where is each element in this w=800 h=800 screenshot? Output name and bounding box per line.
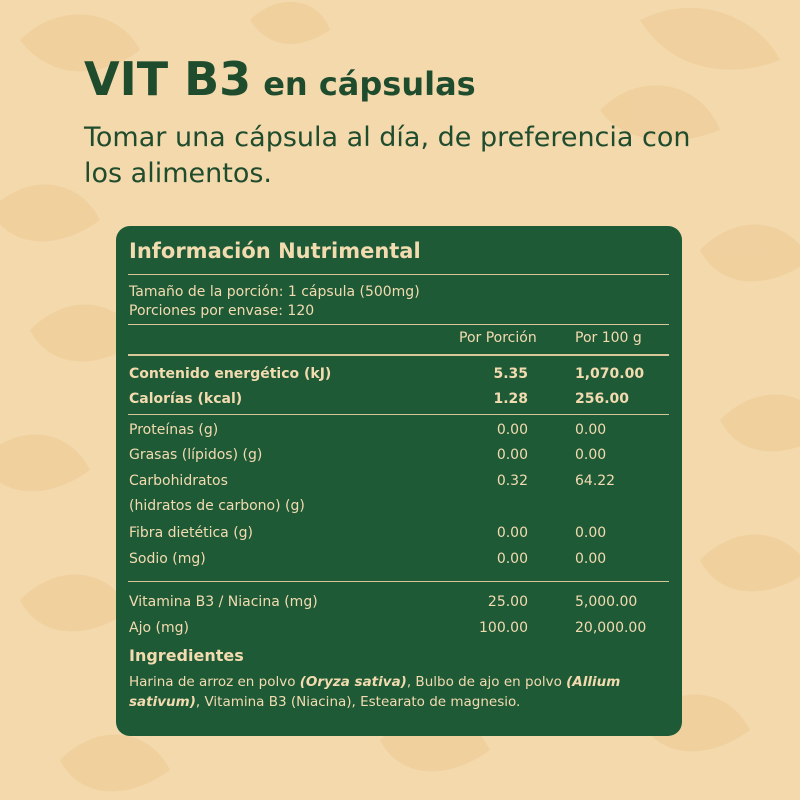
nutrient-per-100g: 64.22	[575, 473, 616, 489]
divider	[128, 414, 669, 415]
nutrient-per-100g: 256.00	[575, 391, 630, 407]
ingredients-text: Harina de arroz en polvo	[129, 674, 300, 690]
nutrient-label: Contenido energético (kJ)	[129, 366, 332, 382]
ingredients-title: Ingredientes	[129, 646, 244, 665]
nutrient-per-100g: 0.00	[575, 551, 607, 567]
dosage-instructions: Tomar una cápsula al día, de preferencia con los alimentos.	[84, 122, 691, 189]
nutrient-per-100g: 20,000.00	[575, 620, 647, 636]
ingredients-scientific-name: (Allium sativum)	[129, 674, 621, 710]
nutrient-per-serving: 0.00	[496, 525, 528, 541]
nutrient-label: Vitamina B3 / Niacina (mg)	[129, 594, 318, 610]
nutrient-per-100g: 0.00	[575, 447, 607, 463]
nutrient-per-serving: 25.00	[487, 594, 528, 610]
nutrient-per-serving: 0.32	[496, 473, 528, 489]
nutrient-per-serving: 0.00	[496, 447, 528, 463]
divider	[128, 274, 669, 275]
nutrient-per-100g: 1,070.00	[575, 366, 645, 382]
nutrient-label: Ajo (mg)	[129, 620, 189, 636]
nutrient-per-serving: 5.35	[493, 366, 528, 382]
nutrient-label: Calorías (kcal)	[129, 391, 243, 407]
nutrient-label-continued: (hidratos de carbono) (g)	[129, 498, 305, 514]
divider	[128, 581, 669, 582]
nutrition-title: Información Nutrimental	[129, 239, 421, 263]
nutrient-per-serving: 100.00	[479, 620, 528, 636]
col-header-per-serving: Por Porción	[459, 330, 537, 346]
product-title	[84, 52, 724, 106]
nutrient-label: Proteínas (g)	[129, 422, 219, 438]
nutrient-per-100g: 0.00	[575, 422, 607, 438]
nutrient-per-100g: 5,000.00	[575, 594, 638, 610]
col-header-per-100g: Por 100 g	[575, 330, 642, 346]
nutrient-per-serving: 0.00	[496, 551, 528, 567]
divider	[128, 324, 669, 325]
servings-per-container: Porciones por envase: 120	[129, 303, 315, 319]
serving-size: Tamaño de la porción: 1 cápsula (500mg)	[129, 284, 420, 300]
nutrition-facts-panel	[116, 226, 682, 736]
nutrient-label: Sodio (mg)	[129, 551, 206, 567]
ingredients-list	[129, 672, 674, 712]
nutrient-label: Carbohidratos	[129, 473, 228, 489]
ingredients-text: , Bulbo de ajo en polvo	[406, 674, 567, 690]
nutrient-per-serving: 1.28	[493, 391, 528, 407]
ingredients-text: , Vitamina B3 (Niacina), Estearato de magnesio.	[195, 694, 521, 710]
ingredients-scientific-name: (Oryza sativa)	[299, 674, 407, 690]
nutrient-label: Fibra dietética (g)	[129, 525, 254, 541]
header	[84, 52, 724, 192]
product-form: en cápsulas	[263, 65, 476, 103]
nutrient-per-serving: 0.00	[496, 422, 528, 438]
nutrient-per-100g: 0.00	[575, 525, 607, 541]
divider	[128, 354, 669, 356]
product-name: VIT B3	[84, 52, 252, 106]
nutrient-label: Grasas (lípidos) (g)	[129, 447, 263, 463]
